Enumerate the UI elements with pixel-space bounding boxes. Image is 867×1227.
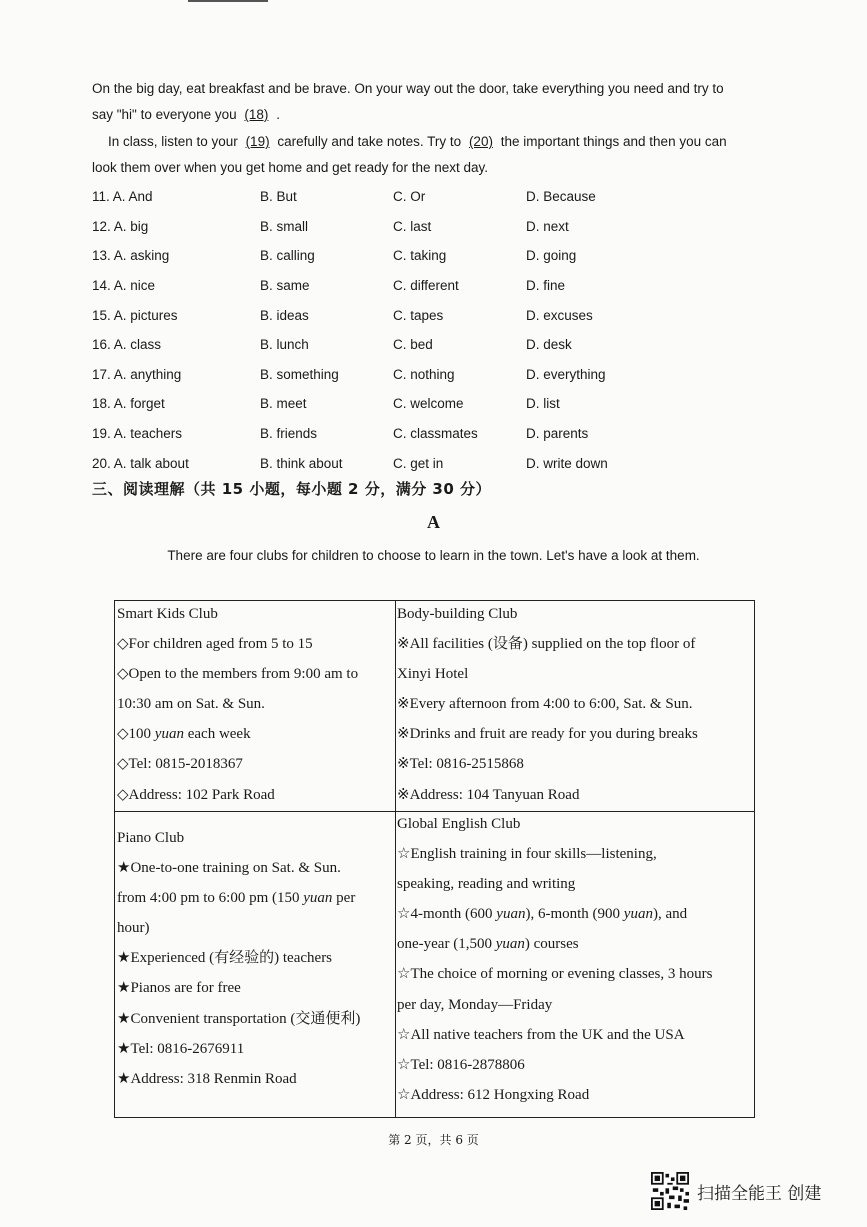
option-text: B. think about: [260, 455, 343, 471]
option-text: 20. A. talk about: [92, 455, 189, 471]
club-detail: per day, Monday—Friday: [397, 996, 553, 1013]
option-text: B. meet: [260, 396, 307, 412]
option-text: D. list: [526, 396, 560, 412]
text-span: yuan: [303, 890, 333, 907]
option-text: B. something: [260, 366, 339, 382]
option-text: C. get in: [393, 455, 444, 471]
option-text: D. parents: [526, 426, 589, 442]
text-span: say "hi" to everyone you: [92, 107, 241, 122]
text-span: yuan: [623, 906, 653, 923]
club-name: Body-building Club: [397, 606, 518, 622]
option-text: B. ideas: [260, 307, 309, 323]
option-row: [92, 300, 732, 330]
club-detail: ★Pianos are for free: [117, 980, 241, 997]
scanner-watermark-text: 扫描全能王 创建: [697, 1183, 822, 1204]
club-detail: 10:30 am on Sat. & Sun.: [117, 696, 265, 713]
piano-club-cell: [117, 823, 395, 1094]
option-text: 12. A. big: [92, 218, 149, 234]
text-span: yuan: [495, 936, 525, 953]
text-span: carefully and take notes. Try to: [273, 134, 465, 149]
option-text: D. write down: [526, 455, 608, 471]
scanner-watermark: [651, 1172, 821, 1210]
option-text: D. going: [526, 248, 577, 264]
passage-intro: There are four clubs for children to choose to learn in the town. Let's have a look at them.: [167, 548, 700, 563]
text-span: ☆4-month (600: [397, 906, 497, 923]
club-name: Smart Kids Club: [117, 606, 218, 622]
blank-18: (18): [244, 107, 269, 122]
text-span: ), and: [652, 906, 688, 923]
option-text: C. welcome: [393, 396, 464, 412]
option-text: D. Because: [526, 189, 596, 205]
club-detail: Xinyi Hotel: [397, 666, 469, 683]
option-text: 11. A. And: [92, 189, 153, 205]
qr-code-icon: [651, 1172, 689, 1210]
club-name: Global English Club: [397, 816, 521, 832]
option-row: [92, 330, 732, 360]
option-text: C. classmates: [393, 426, 478, 442]
answer-options: [92, 182, 732, 478]
option-text: D. desk: [526, 337, 572, 353]
text-span: each week: [183, 726, 251, 743]
club-detail: ☆The choice of morning or evening classes, 3 hours: [397, 966, 713, 983]
text-span: the important things and then you can: [496, 134, 727, 149]
blank-19: (19): [245, 134, 270, 149]
club-detail: ★Convenient transportation (交通便利): [117, 1010, 361, 1027]
passage-line-3: [108, 129, 768, 155]
option-row: [92, 182, 732, 212]
club-detail: ◇Open to the members from 9:00 am to: [117, 666, 359, 683]
option-text: 15. A. pictures: [92, 307, 178, 323]
text-span: In class, listen to your: [108, 134, 242, 149]
option-text: B. calling: [260, 248, 315, 264]
option-text: 14. A. nice: [92, 278, 156, 294]
option-text: D. next: [526, 218, 569, 234]
club-detail: ※Every afternoon from 4:00 to 6:00, Sat. & Sun.: [397, 696, 693, 713]
option-text: 19. A. teachers: [92, 426, 183, 442]
option-text: 18. A. forget: [92, 396, 165, 412]
club-detail: ★Tel: 0816-2676911: [117, 1040, 245, 1057]
option-row: [92, 271, 732, 301]
text-span: ), 6-month (900: [525, 906, 624, 923]
option-text: D. everything: [526, 366, 606, 382]
option-text: C. tapes: [393, 307, 444, 323]
option-text: C. different: [393, 278, 459, 294]
club-detail: ◇Address: 102 Park Road: [117, 786, 275, 803]
text-span: one-year (1,500: [397, 936, 496, 953]
top-edge-line: [188, 0, 268, 2]
club-detail: [117, 883, 395, 913]
option-text: C. taking: [393, 248, 447, 264]
club-detail: speaking, reading and writing: [397, 876, 576, 893]
text-span: yuan: [496, 906, 526, 923]
club-detail: ☆Address: 612 Hongxing Road: [397, 1086, 590, 1103]
option-row: [92, 241, 732, 271]
option-text: D. excuses: [526, 307, 593, 323]
club-detail: hour): [117, 920, 150, 937]
option-text: D. fine: [526, 278, 566, 294]
club-name: Piano Club: [117, 830, 185, 846]
text-span: .: [272, 107, 280, 122]
option-text: 16. A. class: [92, 337, 162, 353]
table-divider: [395, 601, 396, 1117]
option-text: B. friends: [260, 426, 318, 442]
global-english-club-cell: [397, 809, 755, 1110]
option-text: 17. A. anything: [92, 366, 182, 382]
club-detail: ※Drinks and fruit are ready for you during breaks: [397, 726, 698, 743]
club-detail: ※Address: 104 Tanyuan Road: [397, 786, 580, 803]
body-building-club-cell: [397, 599, 755, 810]
club-detail: ☆English training in four skills—listening,: [397, 846, 657, 863]
club-detail: ★One-to-one training on Sat. & Sun.: [117, 860, 341, 877]
club-detail: ☆All native teachers from the UK and the USA: [397, 1026, 685, 1043]
section-title: 三、阅读理解（共 15 小题，每小题 2 分，满分 30 分）: [92, 480, 492, 498]
text-span: ◇100: [117, 726, 155, 743]
option-row: [92, 419, 732, 449]
option-row: [92, 389, 732, 419]
option-text: C. nothing: [393, 366, 455, 382]
blank-20: (20): [468, 134, 493, 149]
option-text: B. same: [260, 278, 310, 294]
page-footer: 第 2 页，共 6 页: [388, 1133, 479, 1147]
passage-line-2: [92, 102, 752, 128]
club-detail: [397, 929, 755, 959]
option-text: C. last: [393, 218, 432, 234]
text-span: per: [332, 890, 356, 907]
club-detail: ※All facilities (设备) supplied on the top floor of: [397, 636, 696, 653]
option-row: [92, 360, 732, 390]
clubs-table: [114, 600, 755, 1118]
option-row: [92, 212, 732, 242]
club-detail: ◇Tel: 0815-2018367: [117, 756, 243, 773]
passage-line-1: On the big day, eat breakfast and be brave. On your way out the door, take everything you need and try to: [92, 81, 724, 96]
club-detail: ☆Tel: 0816-2878806: [397, 1056, 525, 1073]
passage-line-4: look them over when you get home and get ready for the next day.: [92, 160, 488, 175]
option-text: B. lunch: [260, 337, 309, 353]
text-span: ) courses: [524, 936, 579, 953]
smart-kids-club-cell: [117, 599, 395, 810]
club-detail: [117, 719, 395, 749]
club-detail: ★Address: 318 Renmin Road: [117, 1070, 297, 1087]
option-text: B. small: [260, 218, 309, 234]
club-detail: [397, 899, 755, 929]
club-detail: ※Tel: 0816-2515868: [397, 756, 524, 773]
club-detail: ★Experienced (有经验的) teachers: [117, 950, 333, 967]
club-detail: ◇For children aged from 5 to 15: [117, 636, 313, 653]
text-span: yuan: [154, 726, 184, 743]
text-span: from 4:00 pm to 6:00 pm (150: [117, 890, 304, 907]
option-text: B. But: [260, 189, 297, 205]
option-text: 13. A. asking: [92, 248, 170, 264]
option-text: C. bed: [393, 337, 433, 353]
passage-letter: A: [427, 512, 440, 532]
option-text: C. Or: [393, 189, 426, 205]
option-row: [92, 448, 732, 478]
